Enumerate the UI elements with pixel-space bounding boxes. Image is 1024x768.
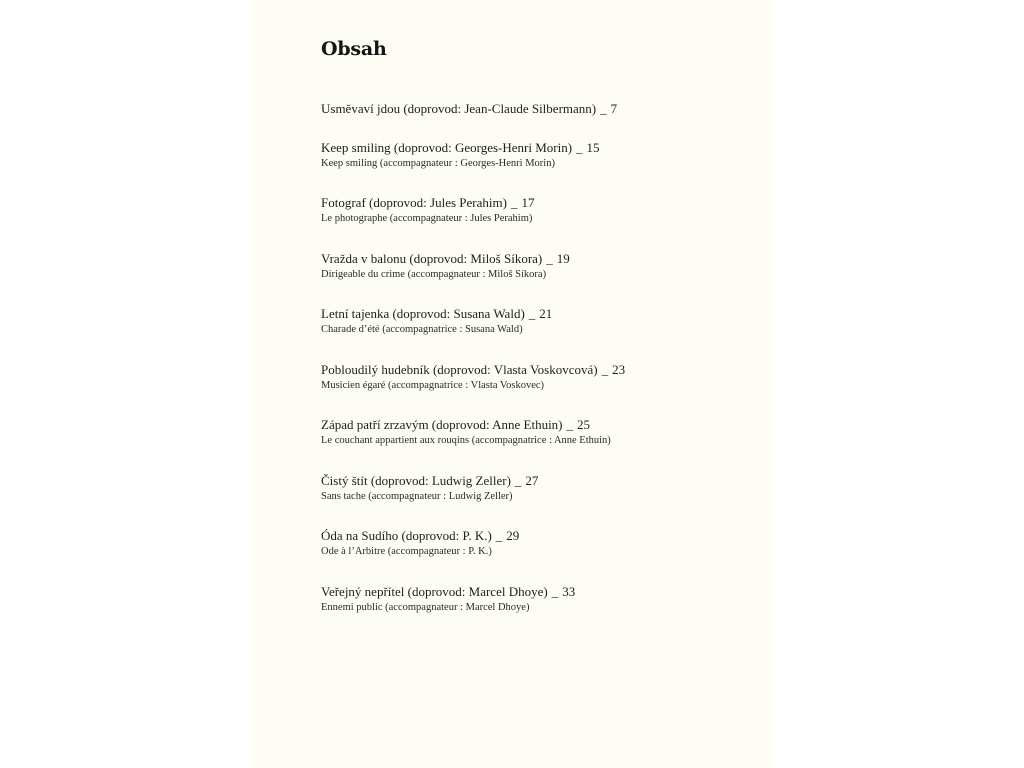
toc-entry xyxy=(321,194,761,226)
toc-page-number: 15 xyxy=(586,140,600,155)
toc-entry-title: Veřejný nepřítel (doprovod: Marcel Dhoye) _ 33 xyxy=(321,584,576,599)
toc-entry-title: Západ patří zrzavým (doprovod: Anne Ethuin) _ 25 xyxy=(321,417,591,432)
toc-entry-title: Keep smiling (doprovod: Georges-Henri Morin) _ 15 xyxy=(321,140,600,155)
toc-page-number: 29 xyxy=(506,528,520,543)
page-title: Obsah xyxy=(321,38,387,60)
toc-entry xyxy=(321,527,761,559)
toc-separator: _ xyxy=(576,140,583,155)
toc-separator: _ xyxy=(601,362,609,377)
book-page xyxy=(252,0,772,768)
toc-entry xyxy=(321,583,761,615)
toc-entry-translation: Keep smiling (accompagnateur : Georges-Henri Morin) xyxy=(321,158,555,169)
toc-separator: _ xyxy=(566,417,574,432)
toc-separator: _ xyxy=(528,306,536,321)
toc-entry-title: Usměvaví jdou (doprovod: Jean-Claude Silbermann) _ 7 xyxy=(321,101,618,116)
toc-entry xyxy=(321,472,761,504)
toc-entry xyxy=(321,100,761,118)
toc-entry-title: Óda na Sudího (doprovod: P. K.) _ 29 xyxy=(321,528,520,543)
toc-page-number: 19 xyxy=(556,251,570,266)
toc-separator: _ xyxy=(510,195,518,210)
toc-entry-translation: Ode à l’Arbitre (accompagnateur : P. K.) xyxy=(321,546,492,557)
toc-separator: _ xyxy=(514,473,522,488)
toc-entry xyxy=(321,139,761,171)
toc-entry-title: Čistý štít (doprovod: Ludwig Zeller) _ 27 xyxy=(321,473,539,488)
toc-entry-title: Letní tajenka (doprovod: Susana Wald) _ 21 xyxy=(321,306,553,321)
toc-entry-title: Fotograf (doprovod: Jules Perahim) _ 17 xyxy=(321,195,535,210)
toc-entry-translation: Dirigeable du crime (accompagnateur : Miloš Síkora) xyxy=(321,269,547,280)
toc-page-number: 23 xyxy=(612,362,626,377)
toc-separator: _ xyxy=(495,528,503,543)
toc-entry-translation: Le couchant appartient aux rouqins (accompagnatrice : Anne Ethuin) xyxy=(321,435,611,446)
toc-entry-title: Pobloudilý hudebník (doprovod: Vlasta Voskovcová) _ 23 xyxy=(321,362,626,377)
toc-separator: _ xyxy=(546,251,553,266)
toc-entry xyxy=(321,305,761,337)
toc-entry xyxy=(321,361,761,393)
toc-page-number: 33 xyxy=(562,584,576,599)
toc-entry-translation: Charade d’été (accompagnatrice : Susana Wald) xyxy=(321,324,523,335)
toc-entry xyxy=(321,250,761,282)
toc-entry-translation: Musicien égaré (accompagnatrice : Vlasta Voskovec) xyxy=(321,380,545,391)
toc-separator: _ xyxy=(600,101,607,116)
toc-page-number: 7 xyxy=(610,101,618,116)
toc-page-number: 17 xyxy=(521,195,535,210)
toc-page-number: 27 xyxy=(525,473,539,488)
toc-page-number: 25 xyxy=(577,417,591,432)
toc-separator: _ xyxy=(551,584,559,599)
toc-entry-translation: Le photographe (accompagnateur : Jules Perahim) xyxy=(321,213,533,224)
toc-page-number: 21 xyxy=(539,306,553,321)
toc-entry-translation: Ennemi public (accompagnateur : Marcel Dhoye) xyxy=(321,602,530,613)
toc-entry-translation: Sans tache (accompagnateur : Ludwig Zeller) xyxy=(321,491,513,502)
toc-entry-title: Vražda v balonu (doprovod: Miloš Síkora) _ 19 xyxy=(321,251,570,266)
toc-entry xyxy=(321,416,761,448)
